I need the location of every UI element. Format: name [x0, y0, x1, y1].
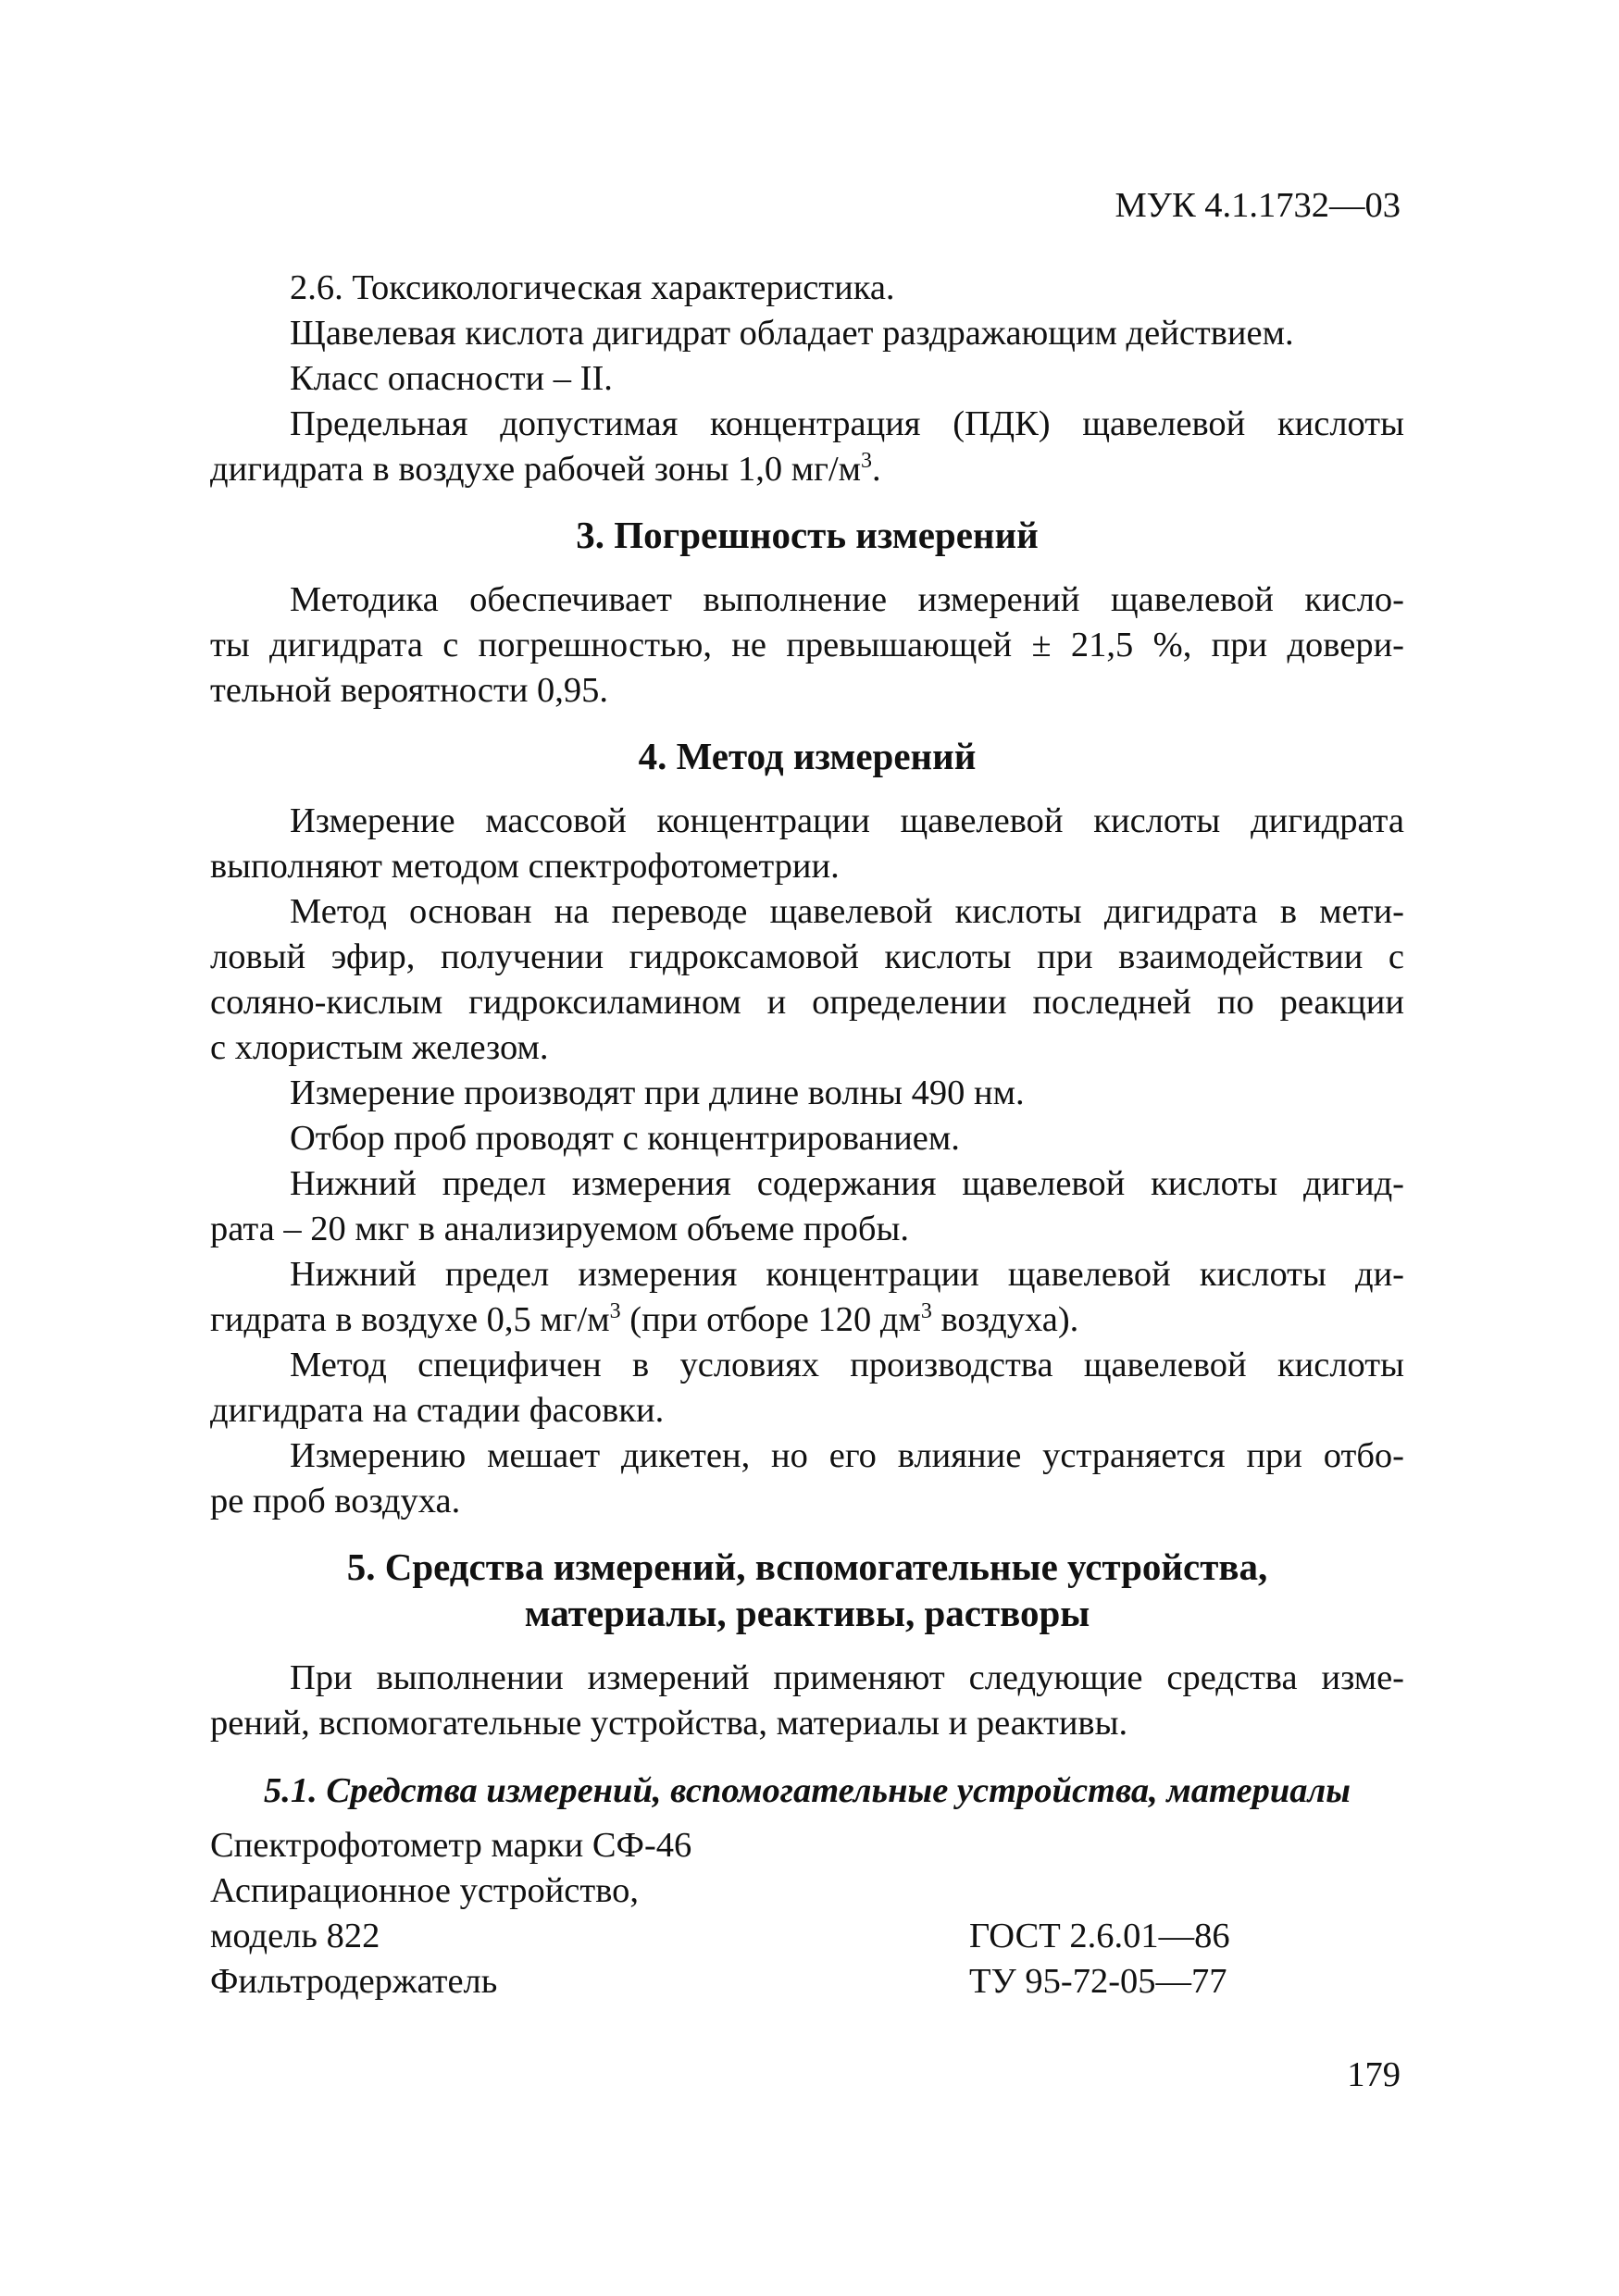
subsection-5-1-title: 5.1. Средства измерений, вспомогательные устройства, материалы: [264, 1771, 1351, 1810]
section-5-heading-line-1: 5. Средства измерений, вспомогательные устройства,: [346, 1545, 1268, 1588]
mac-paragraph-line-2: дигидрата в воздухе рабочей зоны 1,0 $мг/м^3$.: [210, 449, 881, 489]
page-number: 179: [1347, 2055, 1401, 2094]
sampling-paragraph: Отбор проб проводят с концентрированием.: [290, 1119, 960, 1158]
equipment-row: [210, 1868, 1404, 1914]
equipment-name: модель 822: [210, 1917, 380, 1955]
equipment-name: Спектрофотометр марки СФ-46: [210, 1826, 692, 1865]
method-paragraph-2-line-2: ловый эфир, получении гидроксамовой кислоты при взаимодействии с: [210, 937, 1404, 976]
specificity-line-1: Метод специфичен в условиях производства щавелевой кислоты: [290, 1346, 1404, 1384]
section-2-6-title: 2.6. Токсикологическая характеристика.: [290, 268, 895, 307]
toxicity-paragraph: Щавелевая кислота дигидрат обладает раздражающим действием.: [290, 314, 1294, 353]
lower-limit-concentration-line-1: Нижний предел измерения концентрации щавелевой кислоты ди-: [290, 1255, 1404, 1294]
hazard-class-paragraph: Класс опасности – II.: [290, 359, 613, 398]
section-4-heading: 4. Метод измерений: [638, 735, 977, 777]
method-paragraph-1-line-1: Измерение массовой концентрации щавелевой кислоты дигидрата: [290, 801, 1404, 840]
document-code-header: МУК 4.1.1732—03: [1115, 186, 1401, 225]
equipment-row: [210, 1914, 1404, 1959]
section-3-heading: 3. Погрешность измерений: [576, 514, 1039, 556]
equipment-intro-line-1: При выполнении измерений применяют следующие средства изме-: [290, 1658, 1404, 1697]
wavelength-paragraph: Измерение производят при длине волны 490 нм.: [290, 1074, 1025, 1112]
equipment-row: [210, 1959, 1404, 2004]
method-paragraph-2-line-4: с хлористым железом.: [210, 1028, 549, 1067]
accuracy-paragraph-line-1: Методика обеспечивает выполнение измерений щавелевой кисло-: [290, 580, 1404, 619]
accuracy-paragraph-line-3: тельной вероятности 0,95.: [210, 671, 609, 710]
equipment-ref: ГОСТ 2.6.01—86: [969, 1917, 1230, 1955]
interference-line-1: Измерению мешает дикетен, но его влияние устраняется при отбо-: [290, 1436, 1404, 1475]
specificity-line-2: дигидрата на стадии фасовки.: [210, 1391, 665, 1430]
equipment-row: [210, 1823, 1404, 1868]
page-body: [210, 266, 1404, 2004]
method-paragraph-1-line-2: выполняют методом спектрофотометрии.: [210, 847, 840, 886]
lower-limit-concentration-line-2: гидрата в воздухе 0,5 $мг/м^3$ (при отборе 120 $дм^3$ воздуха).: [210, 1299, 1079, 1339]
interference-line-2: ре проб воздуха.: [210, 1482, 461, 1520]
equipment-name: Аспирационное устройство,: [210, 1871, 640, 1910]
lower-limit-content-line-2: рата – 20 мкг в анализируемом объеме пробы.: [210, 1210, 909, 1248]
section-5-heading-line-2: материалы, реактивы, растворы: [524, 1592, 1090, 1634]
equipment-intro-line-2: рений, вспомогательные устройства, материалы и реактивы.: [210, 1704, 1128, 1743]
equipment-ref: ТУ 95-72-05—77: [969, 1962, 1227, 2001]
accuracy-paragraph-line-2: ты дигидрата с погрешностью, не превышающей ± 21,5 %, при довери-: [210, 626, 1404, 664]
mac-paragraph-line-1: Предельная допустимая концентрация (ПДК) щавелевой кислоты: [290, 404, 1404, 443]
method-paragraph-2-line-1: Метод основан на переводе щавелевой кислоты дигидрата в мети-: [290, 892, 1404, 931]
method-paragraph-2-line-3: соляно-кислым гидроксиламином и определении последней по реакции: [210, 983, 1404, 1022]
equipment-name: Фильтродержатель: [210, 1962, 498, 2001]
lower-limit-content-line-1: Нижний предел измерения содержания щавелевой кислоты дигид-: [290, 1164, 1404, 1203]
